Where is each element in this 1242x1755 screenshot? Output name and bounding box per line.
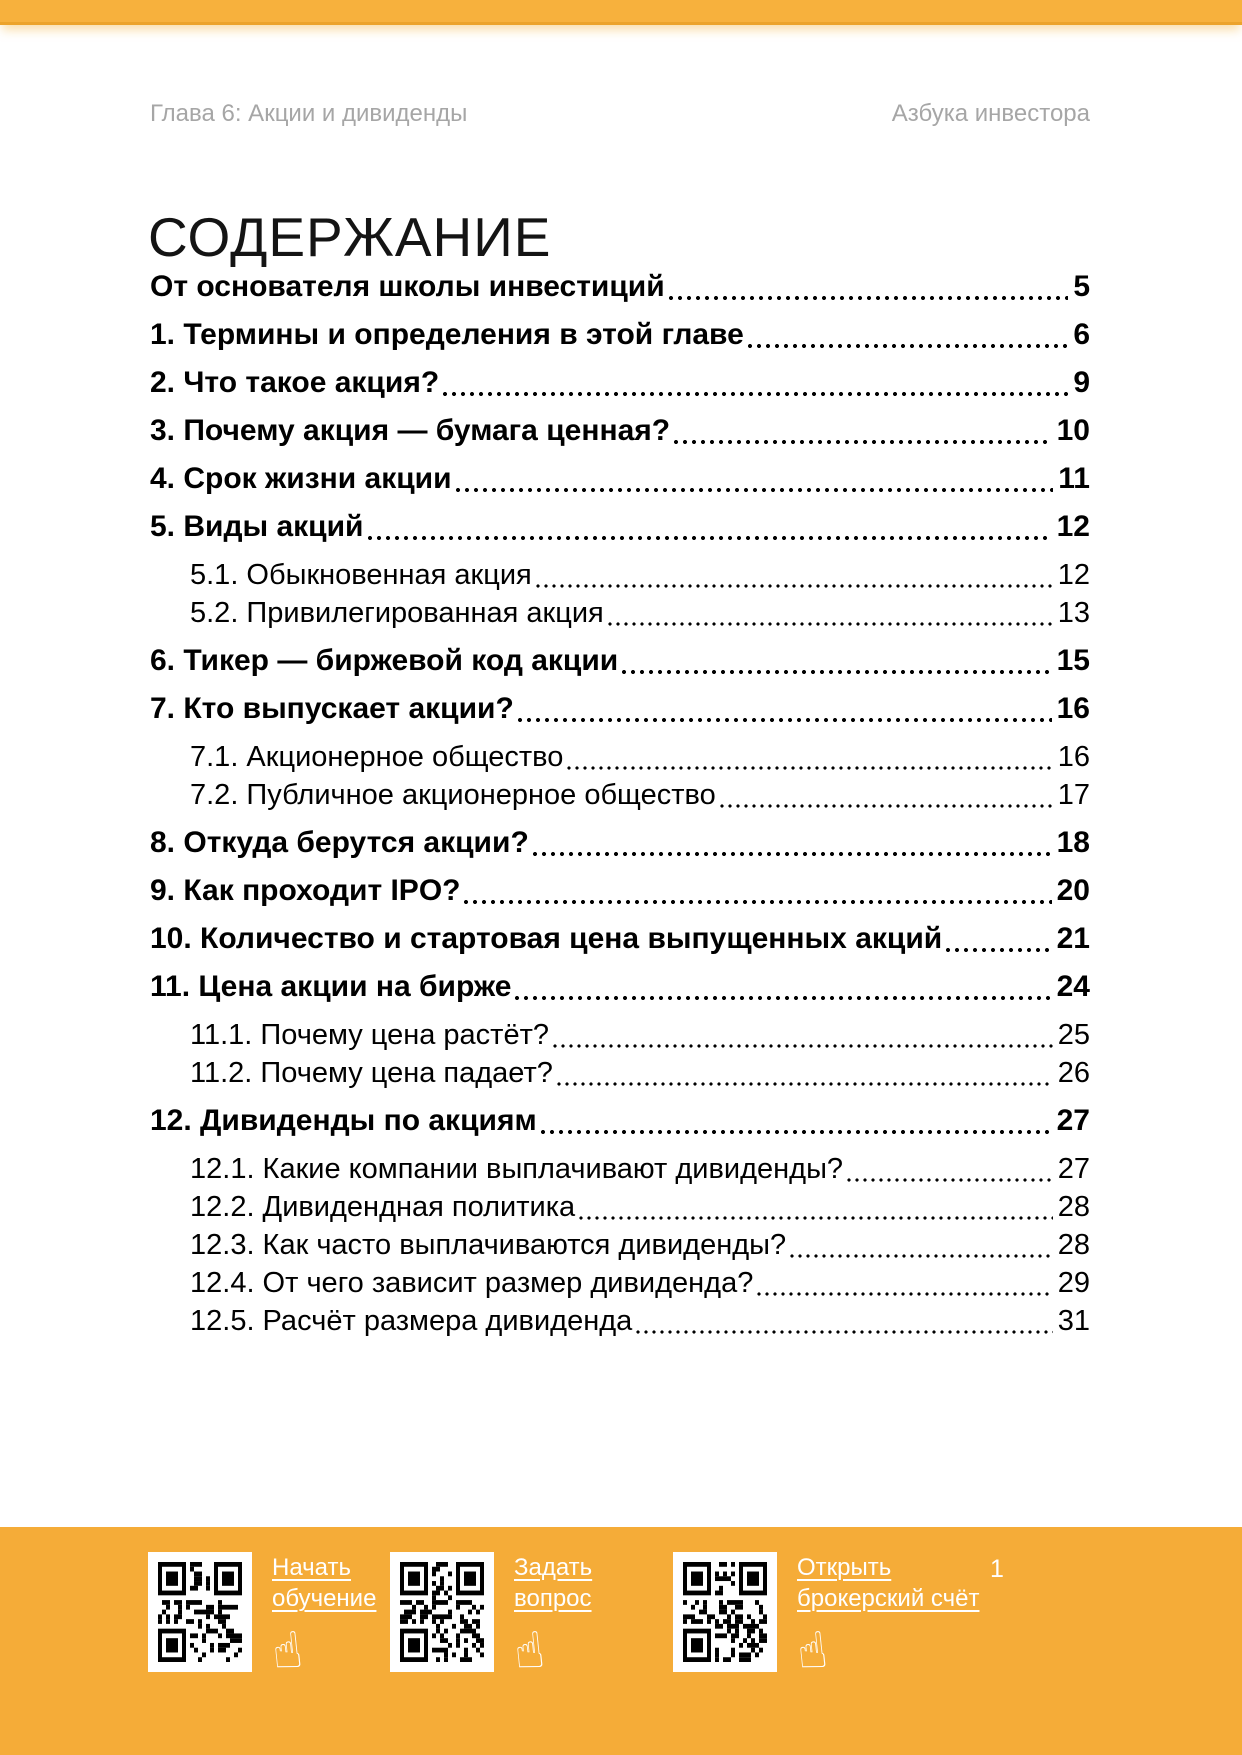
toc-entry[interactable] xyxy=(150,460,1090,498)
dot-leader xyxy=(789,1253,1053,1259)
table-of-contents xyxy=(150,268,1090,1350)
ask-question-link[interactable]: Задать вопрос xyxy=(514,1554,593,1612)
toc-entry[interactable] xyxy=(150,268,1090,306)
dot-leader xyxy=(673,439,1052,445)
toc-entry[interactable] xyxy=(150,364,1090,402)
toc-page-number: 24 xyxy=(1056,970,1090,1003)
tap-hand-icon: ☝ xyxy=(269,1620,306,1682)
toc-page-number: 9 xyxy=(1073,366,1090,399)
toc-entry-label: 5.2. Привилегированная акция xyxy=(190,597,604,629)
toc-page-number: 11 xyxy=(1058,462,1090,495)
toc-entry-label: 10. Количество и стартовая цена выпущенных акций xyxy=(150,922,943,955)
toc-entry[interactable] xyxy=(150,1302,1090,1340)
toc-entry[interactable] xyxy=(150,1150,1090,1188)
toc-page-number: 12 xyxy=(1057,559,1090,591)
toc-entry-label: 12.4. От чего зависит размер дивиденда? xyxy=(190,1267,754,1299)
toc-entry-label: 7. Кто выпускает акции? xyxy=(150,692,514,725)
toc-entry-label: 12.3. Как часто выплачиваются дивиденды? xyxy=(190,1229,787,1261)
dot-leader xyxy=(635,1329,1052,1335)
start-learning-link[interactable]: Начать обучение xyxy=(272,1554,377,1612)
toc-page-number: 31 xyxy=(1057,1305,1090,1337)
toc-entry[interactable] xyxy=(150,316,1090,354)
dot-leader xyxy=(719,803,1053,809)
dot-leader xyxy=(668,295,1069,301)
toc-entry-label: 11. Цена акции на бирже xyxy=(150,970,512,1003)
toc-entry[interactable] xyxy=(150,824,1090,862)
toc-page-number: 18 xyxy=(1056,826,1090,859)
toc-entry-label: 12. Дивиденды по акциям xyxy=(150,1104,537,1137)
toc-page-number: 5 xyxy=(1073,270,1090,303)
dot-leader xyxy=(532,851,1052,857)
toc-entry[interactable] xyxy=(150,1188,1090,1226)
toc-entry[interactable] xyxy=(150,738,1090,776)
toc-entry[interactable] xyxy=(150,1054,1090,1092)
page-title: СОДЕРЖАНИЕ xyxy=(148,205,552,268)
dot-leader xyxy=(945,947,1051,953)
toc-page-number: 6 xyxy=(1073,318,1090,351)
toc-entry-label: 1. Термины и определения в этой главе xyxy=(150,318,744,351)
toc-entry[interactable] xyxy=(150,920,1090,958)
header-brand-label: Азбука инвестора xyxy=(891,100,1090,127)
dot-leader xyxy=(552,1043,1053,1049)
toc-entry[interactable] xyxy=(150,642,1090,680)
toc-entry-label: 11.1. Почему цена растёт? xyxy=(190,1019,549,1051)
toc-page-number: 15 xyxy=(1056,644,1090,677)
qr-code-icon xyxy=(673,1552,777,1672)
open-brokerage-account-link[interactable]: Открыть брокерский счёт xyxy=(797,1554,980,1612)
toc-page-number: 25 xyxy=(1057,1019,1090,1051)
toc-entry[interactable] xyxy=(150,412,1090,450)
toc-entry-label: 12.2. Дивидендная политика xyxy=(190,1191,576,1223)
toc-entry[interactable] xyxy=(150,556,1090,594)
toc-page-number: 20 xyxy=(1056,874,1090,907)
toc-entry[interactable] xyxy=(150,1264,1090,1302)
toc-entry[interactable] xyxy=(150,776,1090,814)
qr-code-icon xyxy=(148,1552,252,1672)
footer-qr-group xyxy=(148,1552,384,1682)
running-header xyxy=(150,100,1090,128)
dot-leader xyxy=(367,535,1052,541)
dot-leader xyxy=(846,1177,1053,1183)
dot-leader xyxy=(747,343,1069,349)
toc-entry-label: 9. Как проходит IPO? xyxy=(150,874,461,907)
dot-leader xyxy=(607,621,1053,627)
dot-leader xyxy=(455,487,1054,493)
toc-entry-label: 4. Срок жизни акции xyxy=(150,462,452,495)
toc-entry-label: 11.2. Почему цена падает? xyxy=(190,1057,553,1089)
footer xyxy=(0,1527,1242,1755)
toc-entry-label: 8. Откуда берутся акции? xyxy=(150,826,529,859)
toc-entry[interactable] xyxy=(150,872,1090,910)
tap-hand-icon: ☝ xyxy=(511,1620,548,1682)
dot-leader xyxy=(621,669,1051,675)
toc-page-number: 28 xyxy=(1057,1229,1090,1261)
toc-page-number: 26 xyxy=(1057,1057,1090,1089)
tap-hand-icon: ☝ xyxy=(794,1620,831,1682)
toc-page-number: 28 xyxy=(1057,1191,1090,1223)
header-chapter-label: Глава 6: Акции и дивиденды xyxy=(150,100,468,127)
toc-entry[interactable] xyxy=(150,1016,1090,1054)
dot-leader xyxy=(514,995,1051,1001)
toc-page-number: 10 xyxy=(1056,414,1090,447)
dot-leader xyxy=(517,717,1052,723)
toc-page-number: 16 xyxy=(1056,692,1090,725)
toc-page-number: 21 xyxy=(1056,922,1090,955)
toc-entry-label: 3. Почему акция — бумага ценная? xyxy=(150,414,671,447)
toc-entry-label: 12.1. Какие компании выплачивают дивиденды? xyxy=(190,1153,844,1185)
toc-entry[interactable] xyxy=(150,594,1090,632)
toc-page-number: 17 xyxy=(1057,779,1090,811)
toc-page-number: 12 xyxy=(1056,510,1090,543)
top-accent-bar xyxy=(0,0,1242,25)
toc-entry[interactable] xyxy=(150,1102,1090,1140)
footer-qr-group xyxy=(673,1552,987,1682)
footer-qr-group xyxy=(390,1552,610,1682)
dot-leader xyxy=(442,391,1068,397)
toc-entry-label: 5.1. Обыкновенная акция xyxy=(190,559,532,591)
dot-leader xyxy=(578,1215,1053,1221)
toc-entry[interactable] xyxy=(150,1226,1090,1264)
toc-entry-label: 5. Виды акций xyxy=(150,510,364,543)
toc-page-number: 13 xyxy=(1057,597,1090,629)
toc-entry-label: 2. Что такое акция? xyxy=(150,366,440,399)
toc-page-number: 27 xyxy=(1056,1104,1090,1137)
footer-page-number: 1 xyxy=(990,1555,1004,1583)
toc-page-number: 27 xyxy=(1057,1153,1090,1185)
dot-leader xyxy=(756,1291,1052,1297)
toc-entry-label: 7.2. Публичное акционерное общество xyxy=(190,779,716,811)
dot-leader xyxy=(566,765,1052,771)
dot-leader xyxy=(535,583,1053,589)
toc-entry-label: 7.1. Акционерное общество xyxy=(190,741,564,773)
toc-entry[interactable] xyxy=(150,508,1090,546)
toc-entry-label: От основателя школы инвестиций xyxy=(150,270,665,303)
qr-code-icon xyxy=(390,1552,494,1672)
toc-page-number: 16 xyxy=(1057,741,1090,773)
toc-entry-label: 12.5. Расчёт размера дивиденда xyxy=(190,1305,633,1337)
dot-leader xyxy=(540,1129,1052,1135)
toc-entry[interactable] xyxy=(150,690,1090,728)
dot-leader xyxy=(463,899,1051,905)
dot-leader xyxy=(556,1081,1053,1087)
toc-entry[interactable] xyxy=(150,968,1090,1006)
toc-page-number: 29 xyxy=(1057,1267,1090,1299)
toc-entry-label: 6. Тикер — биржевой код акции xyxy=(150,644,619,677)
